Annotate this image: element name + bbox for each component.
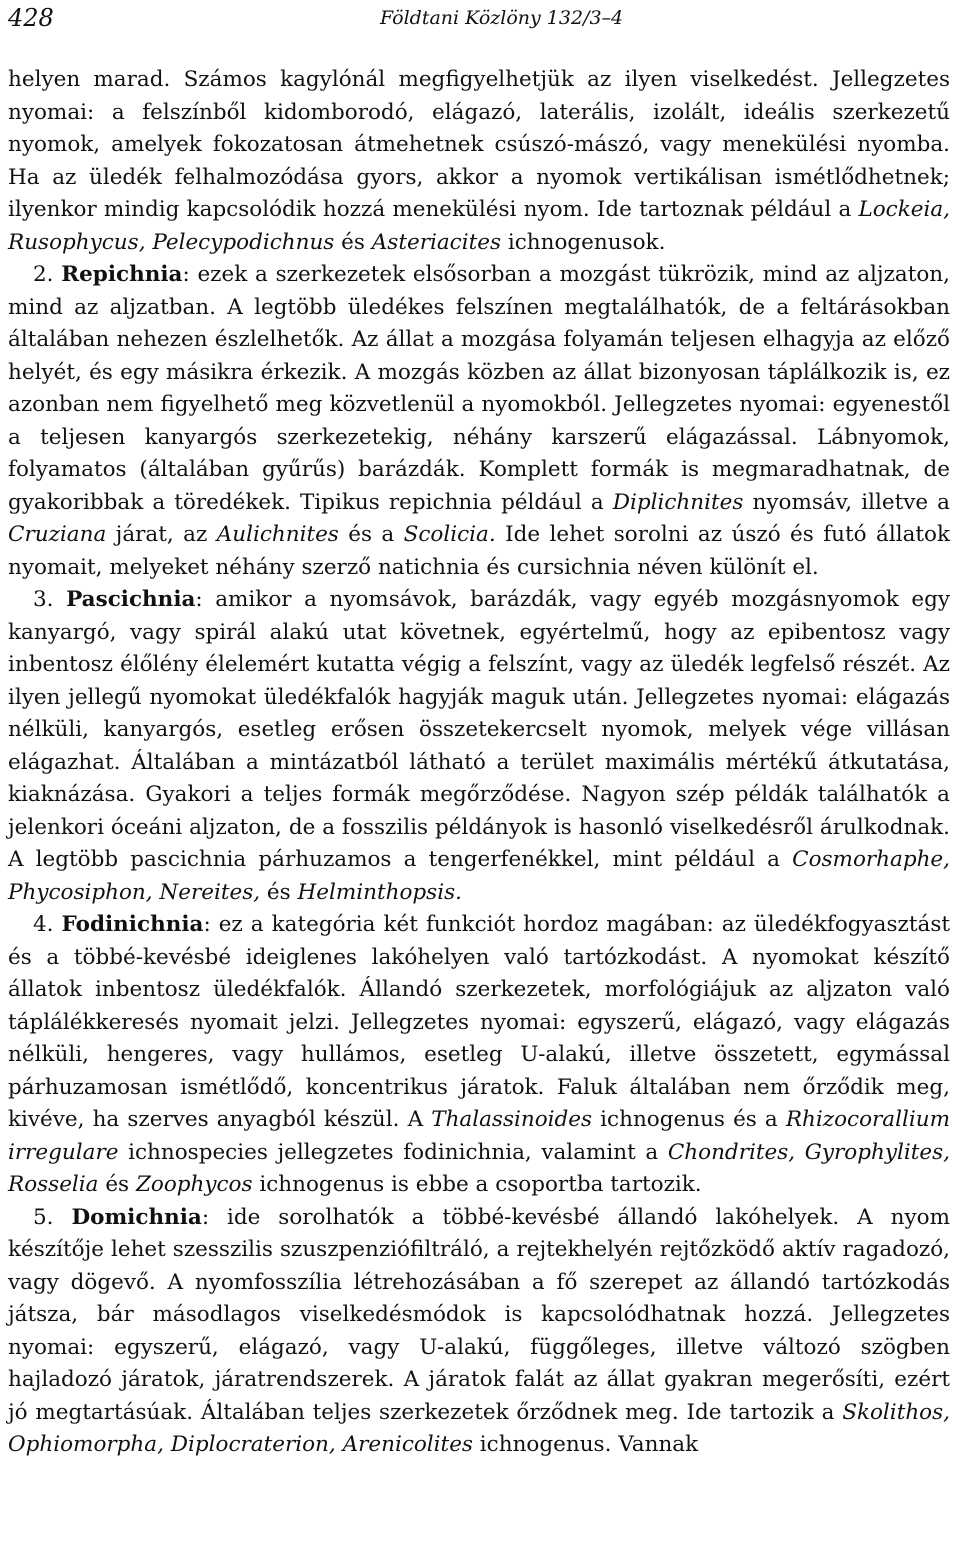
text-run: ichnogenusok.: [501, 229, 666, 255]
taxon-name: Aulichnites: [216, 522, 339, 547]
taxon-name: Chondrites, Gyrophylites, Rosselia: [8, 1139, 950, 1197]
text-run: ichnospecies jellegzetes fodinichnia, valamint a: [118, 1139, 668, 1165]
text-run: : amikor a nyomsávok, barázdák, vagy egyéb mozgásnyomok egy kanyargó, vagy spirál alakú utat követnek, egyértelmű, hogy az epibentosz vagy inbentosz élőlény élelemért kutatta végig a felszínt, vagy az üledék legfelső részét. Az ilyen jellegű nyomokat üledékfalók hagyják maguk után. Jellegzetes nyomai: elágazás nélküli, kanyargós, esetleg erősen összetekercselt nyomok, melyek vége villásan elágazhat. Általában a mintázatból látható a terület maximális mértékű átkutatása, kiaknázása. Gyakori a teljes formák megőrződése. Nagyon szép példák találhatók a jelenkori óceáni aljzaton, de a fosszilis példányok is hasonló viselkedésről árulkodnak. A legtöbb pascichnia párhuzamos a tengerfenékkel, mint például a: [8, 587, 950, 872]
text-run: 4.: [33, 912, 62, 937]
paragraph-fodinichnia: [8, 909, 950, 1202]
text-run: és: [260, 879, 298, 905]
body-text: [8, 64, 950, 1462]
paragraph-repichnia: [8, 259, 950, 584]
taxon-name: Asteriacites: [371, 229, 501, 255]
taxon-name: Skolithos, Ophiomorpha, Diplocraterion, Arenicolites: [8, 1399, 950, 1457]
text-run: ichnogenus is ebbe a csoportba tartozik.: [252, 1172, 702, 1197]
taxon-name: Cosmorhaphe, Phycosiphon, Nereites,: [8, 847, 950, 905]
journal-title: Földtani Közlöny 132/3–4: [380, 7, 624, 29]
text-run: és a: [338, 522, 404, 547]
paragraph: [8, 64, 950, 259]
text-run: és: [334, 229, 372, 255]
taxon-name: Cruziana: [8, 522, 107, 547]
text-run: 5.: [33, 1204, 72, 1230]
text-run: 2.: [33, 262, 62, 287]
text-run: 3.: [33, 587, 67, 612]
text-run: : ide sorolhatók a többé-kevésbé állandó lakóhelyek. A nyom készítője lehet szesszilis szuszpenziófiltráló, a rejtekhelyén rejtőzködő aktív ragadozó, vagy dögevő. A nyomfosszília létrehozásában a fő szerepet az állandó tartózkodás játsza, bár másodlagos viselkedésmódok is kapcsolódhatnak hozzá. Jellegzetes nyomai: egyszerű, elágazó, vagy U-alakú, függőleges, illetve változó szögben hajladozó járatok, járatrendszerek. A járatok falát az állat gyakran megerősíti, ezért jó megtartásúak. Általában teljes szerkezetek őrződnek meg. Ide tartozik a: [8, 1204, 950, 1425]
text-run: : ez a kategória két funkciót hordoz magában: az üledékfogyasztást és a többé-kevésbé ideiglenes lakóhelyen való tartózkodást. A nyomokat készítő állatok inbentosz üledékfalók. Állandó szerkezetek, morfológiájuk az aljzaton való táplálékkeresés nyomait jelzi. Jellegzetes nyomai: egyszerű, elágazó, vagy elágazás nélküli, hengeres, vagy hullámos, esetleg U-alakú, illetve összetett, egymással párhuzamosan ismétlődő, koncentrikus járatok. Faluk általában nem őrződik meg, kivéve, ha szerves anyagból készül. A: [8, 912, 950, 1132]
taxon-name: Lockeia, Rusophycus, Pelecypodichnus: [8, 197, 950, 255]
category-term: Pascichnia: [66, 587, 196, 612]
text-run: helyen marad. Számos kagylónál megfigyelhetjük az ilyen viselkedést. Jellegzetes nyomai: a felszínből kidomborodó, elágazó, laterális, izolált, ideális szerkezetű nyomok, amelyek fokozatosan átmehetnek csúszó-mászó, vagy menekülési nyomba. Ha az üledék felhalmozódása gyors, akkor a nyomok vertikálisan ismétlődhetnek; ilyenkor mindig kapcsolódik hozzá menekülési nyom. Ide tartoznak például a: [8, 67, 950, 222]
running-head: [8, 4, 952, 38]
taxon-name: Helminthopsis.: [297, 879, 462, 905]
taxon-name: Thalassinoides: [431, 1107, 593, 1132]
taxon-name: Zoophycos: [135, 1172, 253, 1197]
paragraph-domichnia: [8, 1202, 950, 1462]
category-term: Fodinichnia: [61, 912, 204, 937]
taxon-name: Scolicia.: [403, 522, 496, 547]
category-term: Repichnia: [61, 262, 183, 287]
text-run: ichnogenus. Vannak: [472, 1432, 699, 1457]
text-run: nyomsáv, illetve a: [743, 489, 950, 515]
text-run: ichnogenus és a: [592, 1107, 786, 1132]
text-run: : ezek a szerkezetek elsősorban a mozgást tükrözik, mind az aljzaton, mind az aljzatban. A legtöbb üledékes felszínen megtalálhatók, de a feltárásokban általában nehezen észlelhetők. Az állat a mozgása folyamán teljesen elhagyja az előző helyét, és egy másikra érkezik. A mozgás közben az állat bizonyosan táplálkozik is, ez azonban nem figyelhető meg közvetlenül a nyomokból. Jellegzetes nyomai: egyenestől a teljesen kanyargós szerkezetekig, néhány karszerű elágazással. Lábnyomok, folyamatos (általában gyűrűs) barázdák. Komplett formák is megmaradhatnak, de gyakoribbak a töredékek. Tipikus repichnia például a: [8, 262, 950, 515]
text-run: és: [98, 1172, 136, 1197]
category-term: Domichnia: [71, 1204, 202, 1230]
page-number: 428: [8, 4, 54, 32]
taxon-name: Diplichnites: [612, 489, 744, 515]
paragraph-pascichnia: [8, 584, 950, 909]
text-run: járat, az: [106, 522, 217, 547]
taxon-name: Rhizocorallium irregulare: [8, 1107, 950, 1165]
text-run: Ide lehet sorolni az úszó és futó állatok nyomait, melyeket néhány szerző natichnia és cursichnia néven különít el.: [8, 522, 951, 580]
